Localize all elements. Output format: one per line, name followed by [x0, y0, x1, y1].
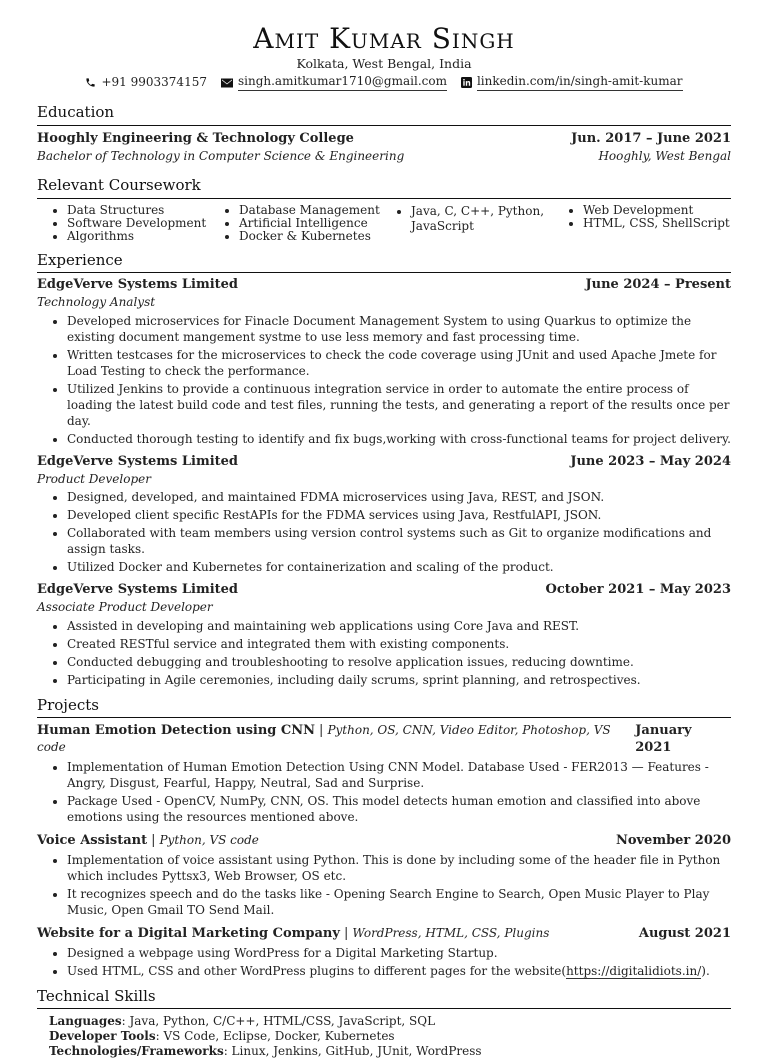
skills-list: [37, 1014, 731, 1059]
degree: Bachelor of Technology in Computer Science & Engineering: [37, 148, 405, 163]
skill-row: [49, 1014, 731, 1029]
course-item: • Algorithms: [67, 230, 227, 243]
experience-entry: [37, 454, 731, 575]
coursework-grid: [37, 204, 731, 243]
bullet-item: • Developed microservices for Finacle Document Management System to using Quarkus to optimize the existing document mangement systme to use less memory and fast processing time.: [67, 313, 731, 345]
section-title-education: Education: [37, 103, 731, 126]
phone-icon: [85, 77, 96, 88]
bullet-item: • Created RESTful service and integrated them with existing components.: [67, 636, 731, 652]
education-dates: Jun. 2017 – June 2021: [571, 130, 731, 146]
project-date: August 2021: [638, 926, 731, 942]
bullet-item: • Package Used - OpenCV, NumPy, CNN, OS. This model detects human emotion and classified into above emotions using the resources mentioned above.: [67, 793, 731, 825]
project-date: November 2020: [615, 833, 731, 849]
section-title-experience: Experience: [37, 251, 731, 274]
course-item: • Java, C, C++, Python, JavaScript: [411, 204, 551, 234]
project-name: Human Emotion Detection using CNN: [37, 723, 316, 739]
section-title-projects: Projects: [37, 696, 731, 719]
project-name: Website for a Digital Marketing Company: [37, 926, 340, 942]
skill-label: Technologies/Frameworks: [49, 1044, 224, 1059]
linkedin-icon: [461, 77, 472, 88]
phone-number: +91 9903374157: [101, 74, 207, 89]
course-item: • Web Development: [583, 204, 743, 217]
skill-row: [49, 1029, 731, 1044]
website-link[interactable]: https://digitalidiots.in/: [566, 963, 702, 978]
job-bullets: [37, 489, 731, 575]
job-title: Technology Analyst: [37, 295, 156, 310]
course-item: • Docker & Kubernetes: [239, 230, 399, 243]
bullet-item: [67, 963, 731, 979]
bullet-item: • Collaborated with team members using version control systems such as Git to organize modifications and assign tasks.: [67, 525, 731, 557]
project-entry: Human Emotion Detection using CNN | Python, OS, CNN, Video Editor, Photoshop, VS code January 2021 • Implementation of Human Emotion Detection Using CNN Model. Database Used - FER2013 — Features - Angry, Disgust, Fearful, Happy, Neutral, Sad and Surprise. • Package Used - OpenCV, NumPy, CNN, OS. This model detects human emotion and classified into above emotions using the resources mentioned above.: [37, 723, 731, 825]
coursework-column: [399, 204, 571, 243]
project-date: January 2021: [635, 723, 692, 756]
coursework-column: [571, 204, 743, 243]
job-title: Product Developer: [37, 471, 151, 486]
project-tech: Python, VS code: [159, 833, 259, 848]
experience-entry: [37, 277, 731, 446]
skill-label: Developer Tools: [49, 1029, 156, 1044]
skill-value: : Java, Python, C/C++, HTML/CSS, JavaScript, SQL: [121, 1014, 436, 1029]
project-name: Voice Assistant: [37, 833, 148, 849]
company-name: EdgeVerve Systems Limited: [37, 453, 238, 469]
bullet-item: • Assisted in developing and maintaining web applications using Core Java and REST.: [67, 618, 731, 634]
course-item: • Database Management: [239, 204, 399, 217]
course-item: • Artificial Intelligence: [239, 217, 399, 230]
bullet-item: • It recognizes speech and do the tasks like - Opening Search Engine to Search, Open Music Player to Play Music, Open Gmail TO Send Mail.: [67, 886, 731, 918]
bullet-item: • Written testcases for the microservices to check the code coverage using JUnit and used Apache Jmete for Load Testing to check the performance.: [67, 347, 731, 379]
job-dates: October 2021 – May 2023: [545, 582, 731, 598]
bullet-text: ).: [701, 963, 710, 978]
company-name: EdgeVerve Systems Limited: [37, 582, 238, 598]
bullet-item: • Participating in Agile ceremonies, including daily scrums, sprint planning, and retrospectives.: [67, 672, 731, 688]
job-bullets: [37, 313, 731, 447]
skill-value: : VS Code, Eclipse, Docker, Kubernetes: [155, 1029, 395, 1044]
school-location: Hooghly, West Bengal: [598, 148, 731, 163]
bullet-item: • Conducted debugging and troubleshooting to resolve application issues, reducing downtime.: [67, 654, 731, 670]
bullet-item: • Designed, developed, and maintained FDMA microservices using Java, REST, and JSON.: [67, 489, 731, 505]
school-name: Hooghly Engineering & Technology College: [37, 130, 354, 146]
job-title: Associate Product Developer: [37, 600, 213, 615]
skill-value: : Linux, Jenkins, GitHub, JUnit, WordPress: [223, 1044, 482, 1059]
linkedin-contact[interactable]: [461, 74, 683, 92]
project-bullets: [37, 852, 731, 918]
course-item: • Data Structures: [67, 204, 227, 217]
course-item: • Software Development: [67, 217, 227, 230]
candidate-location: Kolkata, West Bengal, India: [296, 55, 472, 71]
project-entry: Voice Assistant | Python, VS code November 2020 • Implementation of voice assistant using Python. This is done by including some of the header file in Python which includes Pyttsx3, Web Browser, OS etc. • It recognizes speech and do the tasks like - Opening Search Engine to Search, Open Music Player to Play Music, Open Gmail TO Send Mail.: [37, 833, 731, 918]
coursework-column: [227, 204, 399, 243]
experience-entry: [37, 582, 731, 687]
coursework-column: [55, 204, 227, 243]
skill-row: [49, 1044, 731, 1059]
mail-icon: [221, 78, 233, 88]
section-title-coursework: Relevant Coursework: [37, 176, 731, 199]
project-entry: Website for a Digital Marketing Company | WordPress, HTML, CSS, Plugins August 2021 • Designed a webpage using WordPress for a Digital Marketing Startup. • Used HTML, CSS and other WordPress plugins to different pages for the website(https://digitalidiots.in/).: [37, 926, 731, 979]
contact-row: [37, 74, 731, 92]
project-tech: WordPress, HTML, CSS, Plugins: [352, 926, 550, 941]
bullet-item: • Implementation of Human Emotion Detection Using CNN Model. Database Used - FER2013 — Features - Angry, Disgust, Fearful, Happy, Neutral, Sad and Surprise.: [67, 759, 731, 791]
linkedin-link[interactable]: linkedin.com/in/singh-amit-kumar: [477, 74, 683, 92]
phone-contact: [85, 75, 207, 91]
company-name: EdgeVerve Systems Limited: [37, 277, 238, 293]
education-entry: [37, 131, 731, 164]
bullet-item: • Implementation of voice assistant using Python. This is done by including some of the header file in Python which includes Pyttsx3, Web Browser, OS etc.: [67, 852, 731, 884]
skill-label: Languages: [49, 1014, 122, 1029]
email-contact[interactable]: [221, 74, 447, 92]
candidate-name: Amit Kumar Singh: [253, 22, 515, 55]
bullet-item: • Utilized Jenkins to provide a continuous integration service in order to automate the entire process of loading the latest build code and test files, running the tests, and generating a report of the results once per day.: [67, 381, 731, 429]
project-bullets: [37, 945, 731, 979]
job-dates: June 2024 – Present: [585, 277, 731, 293]
bullet-text: Used HTML, CSS and other WordPress plugins to different pages for the website(: [67, 963, 567, 978]
job-bullets: [37, 618, 731, 688]
bullet-item: • Utilized Docker and Kubernetes for containerization and scaling of the product.: [67, 559, 731, 575]
project-bullets: [37, 759, 731, 825]
section-title-skills: Technical Skills: [37, 987, 731, 1010]
bullet-item: • Developed client specific RestAPIs for the FDMA services using Java, RestfulAPI, JSON.: [67, 507, 731, 523]
job-dates: June 2023 – May 2024: [570, 453, 731, 469]
bullet-item: • Designed a webpage using WordPress for a Digital Marketing Startup.: [67, 945, 731, 961]
project-tech: Python, OS, CNN, Video Editor, Photoshop, VS code: [37, 723, 611, 755]
email-link[interactable]: singh.amitkumar1710@gmail.com: [238, 74, 447, 92]
course-item: • HTML, CSS, ShellScript: [583, 217, 743, 230]
bullet-item: • Conducted thorough testing to identify and fix bugs,working with cross-functional teams for project delivery.: [67, 431, 731, 447]
